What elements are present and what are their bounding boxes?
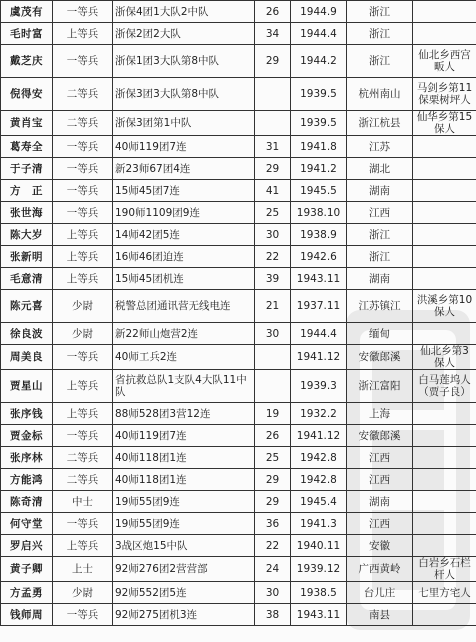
place-cell: 安徽郎溪	[347, 345, 413, 370]
name-cell: 张世海	[1, 202, 53, 224]
date-cell: 1941.2	[291, 158, 347, 180]
name-cell: 黄肖宝	[1, 111, 53, 136]
unit-cell: 新23师67团4连	[113, 158, 255, 180]
rank-cell: 少尉	[53, 323, 113, 345]
place-cell: 浙江富阳	[347, 370, 413, 403]
name-cell: 贾金标	[1, 425, 53, 447]
table-row	[1, 582, 476, 604]
note-cell	[413, 224, 476, 246]
table-row	[1, 370, 476, 403]
name-cell: 倪得安	[1, 78, 53, 111]
age-cell	[255, 370, 291, 403]
place-cell: 杭州南山	[347, 78, 413, 111]
unit-cell: 浙保1团3大队第8中队	[113, 45, 255, 78]
table-row	[1, 447, 476, 469]
unit-cell: 浙保2团2大队	[113, 23, 255, 45]
place-cell: 上海	[347, 403, 413, 425]
name-cell: 虞茂有	[1, 1, 53, 23]
table-row	[1, 202, 476, 224]
note-cell	[413, 513, 476, 535]
note-cell	[413, 403, 476, 425]
rank-cell: 二等兵	[53, 111, 113, 136]
name-cell: 罗启兴	[1, 535, 53, 557]
note-cell: 白马莲坞人（贾子良）	[413, 370, 476, 403]
place-cell: 安徽	[347, 535, 413, 557]
table-row	[1, 345, 476, 370]
age-cell	[255, 345, 291, 370]
name-cell: 何守堂	[1, 513, 53, 535]
rank-cell: 一等兵	[53, 202, 113, 224]
table-row	[1, 491, 476, 513]
table-row	[1, 425, 476, 447]
unit-cell: 190师1109团9连	[113, 202, 255, 224]
note-cell	[413, 469, 476, 491]
name-cell: 张序林	[1, 447, 53, 469]
age-cell: 22	[255, 535, 291, 557]
age-cell: 22	[255, 246, 291, 268]
place-cell: 南县	[347, 604, 413, 626]
age-cell: 24	[255, 557, 291, 582]
place-cell: 江西	[347, 469, 413, 491]
note-cell: 仙北乡西宫畈人	[413, 45, 476, 78]
place-cell: 江西	[347, 513, 413, 535]
place-cell: 湖南	[347, 491, 413, 513]
date-cell: 1945.4	[291, 491, 347, 513]
note-cell	[413, 491, 476, 513]
date-cell: 1941.3	[291, 513, 347, 535]
place-cell: 江西	[347, 202, 413, 224]
rank-cell: 少尉	[53, 582, 113, 604]
age-cell: 31	[255, 136, 291, 158]
name-cell: 陈大岁	[1, 224, 53, 246]
place-cell: 湖南	[347, 268, 413, 290]
note-cell: 七里方宅人	[413, 582, 476, 604]
age-cell: 39	[255, 268, 291, 290]
age-cell: 21	[255, 290, 291, 323]
date-cell: 1939.3	[291, 370, 347, 403]
name-cell: 周美良	[1, 345, 53, 370]
rank-cell: 上等兵	[53, 246, 113, 268]
name-cell: 陈元喜	[1, 290, 53, 323]
date-cell: 1941.8	[291, 136, 347, 158]
unit-cell: 92师276团2营营部	[113, 557, 255, 582]
name-cell: 毛意清	[1, 268, 53, 290]
note-cell: 马剑乡第11保栗树坪人	[413, 78, 476, 111]
rank-cell: 一等兵	[53, 136, 113, 158]
name-cell: 张序钱	[1, 403, 53, 425]
date-cell: 1932.2	[291, 403, 347, 425]
rank-cell: 一等兵	[53, 425, 113, 447]
rank-cell: 少尉	[53, 290, 113, 323]
note-cell	[413, 425, 476, 447]
date-cell: 1942.8	[291, 447, 347, 469]
unit-cell: 40师118团1连	[113, 447, 255, 469]
unit-cell: 92师552团5连	[113, 582, 255, 604]
age-cell	[255, 111, 291, 136]
name-cell: 钱师周	[1, 604, 53, 626]
age-cell: 26	[255, 1, 291, 23]
date-cell: 1942.8	[291, 469, 347, 491]
age-cell: 25	[255, 202, 291, 224]
age-cell: 29	[255, 491, 291, 513]
name-cell: 陈奇清	[1, 491, 53, 513]
age-cell: 25	[255, 447, 291, 469]
name-cell: 葛寿全	[1, 136, 53, 158]
place-cell: 江西	[347, 447, 413, 469]
table-row	[1, 513, 476, 535]
date-cell: 1944.4	[291, 323, 347, 345]
age-cell: 41	[255, 180, 291, 202]
table-row	[1, 469, 476, 491]
name-cell: 贾星山	[1, 370, 53, 403]
unit-cell: 浙保3团3大队第8中队	[113, 78, 255, 111]
age-cell: 19	[255, 403, 291, 425]
unit-cell: 14师42团5连	[113, 224, 255, 246]
unit-cell: 40师119团7连	[113, 136, 255, 158]
rank-cell: 上等兵	[53, 23, 113, 45]
date-cell: 1944.4	[291, 23, 347, 45]
date-cell: 1939.12	[291, 557, 347, 582]
age-cell: 29	[255, 469, 291, 491]
table-row	[1, 45, 476, 78]
place-cell: 浙江	[347, 1, 413, 23]
rank-cell: 一等兵	[53, 513, 113, 535]
unit-cell: 40师118团1连	[113, 469, 255, 491]
name-cell: 戴芝庆	[1, 45, 53, 78]
date-cell: 1938.9	[291, 224, 347, 246]
unit-cell: 15师45团机连	[113, 268, 255, 290]
name-cell: 徐良波	[1, 323, 53, 345]
name-cell: 方能鸿	[1, 469, 53, 491]
age-cell: 34	[255, 23, 291, 45]
note-cell: 仙北乡第3保人	[413, 345, 476, 370]
rank-cell: 上等兵	[53, 370, 113, 403]
unit-cell: 92师275团机3连	[113, 604, 255, 626]
place-cell: 浙江	[347, 45, 413, 78]
note-cell	[413, 604, 476, 626]
rank-cell: 一等兵	[53, 180, 113, 202]
age-cell: 26	[255, 425, 291, 447]
table-row	[1, 158, 476, 180]
unit-cell: 15师45团7连	[113, 180, 255, 202]
place-cell: 台儿庄	[347, 582, 413, 604]
unit-cell: 19师55团9连	[113, 491, 255, 513]
note-cell: 白岩乡石栏杆人	[413, 557, 476, 582]
name-cell: 毛时富	[1, 23, 53, 45]
unit-cell: 浙保3团第1中队	[113, 111, 255, 136]
date-cell: 1943.11	[291, 268, 347, 290]
rank-cell: 上等兵	[53, 224, 113, 246]
date-cell: 1938.5	[291, 582, 347, 604]
name-cell: 于子清	[1, 158, 53, 180]
table-row	[1, 403, 476, 425]
note-cell	[413, 1, 476, 23]
unit-cell: 新22师山炮营2连	[113, 323, 255, 345]
rank-cell: 一等兵	[53, 1, 113, 23]
date-cell: 1944.9	[291, 1, 347, 23]
unit-cell: 税警总团通讯营无线电连	[113, 290, 255, 323]
age-cell: 36	[255, 513, 291, 535]
note-cell	[413, 23, 476, 45]
unit-cell: 40师119团7连	[113, 425, 255, 447]
date-cell: 1937.11	[291, 290, 347, 323]
unit-cell: 16师46团迫连	[113, 246, 255, 268]
name-cell: 黄子卿	[1, 557, 53, 582]
rank-cell: 上等兵	[53, 535, 113, 557]
rank-cell: 二等兵	[53, 469, 113, 491]
place-cell: 湖北	[347, 158, 413, 180]
name-cell: 张新明	[1, 246, 53, 268]
date-cell: 1940.11	[291, 535, 347, 557]
age-cell: 38	[255, 604, 291, 626]
note-cell	[413, 447, 476, 469]
note-cell	[413, 136, 476, 158]
age-cell: 29	[255, 45, 291, 78]
rank-cell: 上士	[53, 557, 113, 582]
rank-cell: 一等兵	[53, 158, 113, 180]
date-cell: 1939.5	[291, 78, 347, 111]
age-cell: 30	[255, 224, 291, 246]
rank-cell: 中士	[53, 491, 113, 513]
note-cell	[413, 268, 476, 290]
table-row	[1, 78, 476, 111]
note-cell	[413, 535, 476, 557]
rank-cell: 一等兵	[53, 345, 113, 370]
date-cell: 1938.10	[291, 202, 347, 224]
table-row	[1, 268, 476, 290]
table-row	[1, 290, 476, 323]
name-cell: 方孟勇	[1, 582, 53, 604]
age-cell: 30	[255, 323, 291, 345]
table-row	[1, 1, 476, 23]
rank-cell: 二等兵	[53, 447, 113, 469]
unit-cell: 省抗救总队1支队4大队11中队	[113, 370, 255, 403]
rank-cell: 一等兵	[53, 604, 113, 626]
date-cell: 1945.5	[291, 180, 347, 202]
table-row	[1, 535, 476, 557]
note-cell	[413, 158, 476, 180]
place-cell: 广西黄岭	[347, 557, 413, 582]
place-cell: 浙江	[347, 23, 413, 45]
rank-cell: 上等兵	[53, 403, 113, 425]
unit-cell: 40师工兵2连	[113, 345, 255, 370]
date-cell: 1941.12	[291, 425, 347, 447]
unit-cell: 19师55团9连	[113, 513, 255, 535]
date-cell: 1941.12	[291, 345, 347, 370]
table-row	[1, 323, 476, 345]
place-cell: 江苏镇江	[347, 290, 413, 323]
table-row	[1, 136, 476, 158]
place-cell: 安徽郎溪	[347, 425, 413, 447]
rank-cell: 上等兵	[53, 268, 113, 290]
note-cell	[413, 323, 476, 345]
note-cell	[413, 180, 476, 202]
table-row	[1, 246, 476, 268]
place-cell: 湖南	[347, 180, 413, 202]
note-cell	[413, 202, 476, 224]
name-cell: 方 正	[1, 180, 53, 202]
date-cell: 1939.5	[291, 111, 347, 136]
table-row	[1, 23, 476, 45]
rank-cell: 二等兵	[53, 78, 113, 111]
place-cell: 浙江杭县	[347, 111, 413, 136]
unit-cell: 3战区炮15中队	[113, 535, 255, 557]
place-cell: 浙江	[347, 246, 413, 268]
table-row	[1, 557, 476, 582]
date-cell: 1943.11	[291, 604, 347, 626]
place-cell: 浙江	[347, 224, 413, 246]
rank-cell: 一等兵	[53, 45, 113, 78]
note-cell: 仙华乡第15保人	[413, 111, 476, 136]
table-row	[1, 180, 476, 202]
date-cell: 1942.6	[291, 246, 347, 268]
unit-cell: 88师528团3营12连	[113, 403, 255, 425]
table-row	[1, 111, 476, 136]
date-cell: 1944.2	[291, 45, 347, 78]
age-cell	[255, 78, 291, 111]
place-cell: 缅甸	[347, 323, 413, 345]
table-row	[1, 604, 476, 626]
roster-body	[1, 1, 476, 626]
note-cell: 洪溪乡第10保人	[413, 290, 476, 323]
table-row	[1, 224, 476, 246]
age-cell: 30	[255, 582, 291, 604]
note-cell	[413, 246, 476, 268]
age-cell: 29	[255, 158, 291, 180]
place-cell: 江苏	[347, 136, 413, 158]
unit-cell: 浙保4团1大队2中队	[113, 1, 255, 23]
